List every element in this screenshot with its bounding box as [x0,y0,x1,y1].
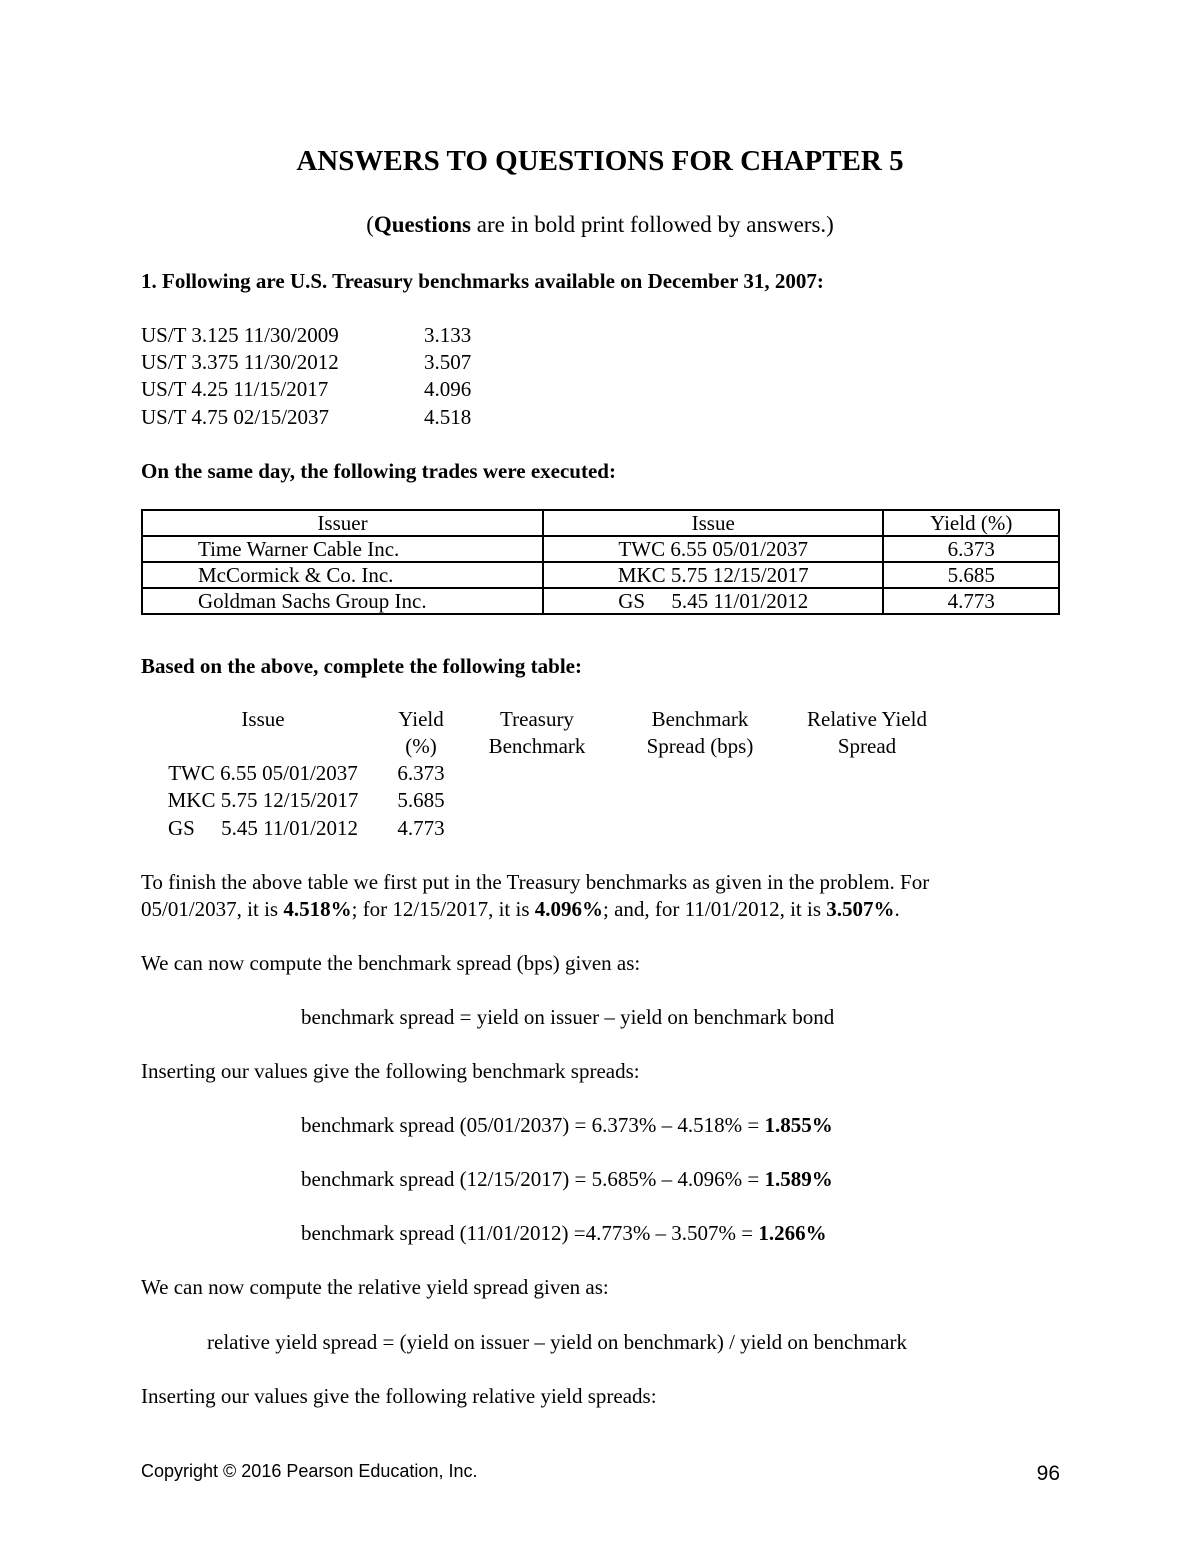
col-header-treasury: Treasury [500,707,574,731]
cell-issuer: Time Warner Cable Inc. [142,536,543,562]
footer-copyright: Copyright © 2016 Pearson Education, Inc. [141,1461,478,1481]
page-number: 96 [1036,1462,1060,1485]
benchmark-issue: US/T 3.125 11/30/2009 [141,323,339,347]
subtitle-bold: Questions [373,212,471,237]
cell-issue: MKC 5.75 12/15/2017 [543,562,883,588]
paragraph: We can now compute the relative yield spread given as: [141,1275,609,1299]
header-issuer: Issuer [142,510,543,536]
page-title: ANSWERS TO QUESTIONS FOR CHAPTER 5 [296,145,904,177]
cell-issuer: McCormick & Co. Inc. [142,562,543,588]
col-header-treasury-2: Benchmark [488,734,586,758]
cell-yield: 4.773 [883,588,1059,614]
benchmark-yield: 3.507 [424,350,472,374]
subtitle-open: ( [366,212,374,237]
calc-result: 1.266% [758,1221,827,1245]
col-header-benchmark-spread: Benchmark [651,707,749,731]
col-header-relative-yield-2: Spread [837,734,897,758]
subtitle [0,210,1200,240]
spread-calculation [301,1220,827,1247]
subtitle-rest: are in bold print followed by answers.) [471,212,834,237]
header-issue: Issue [543,510,883,536]
row-issue: MKC 5.75 12/15/2017 [167,788,359,812]
col-header-yield-unit: (%) [405,734,437,758]
row-yield: 6.373 [397,761,445,785]
calc-text: benchmark spread (12/15/2017) = 5.685% – 4.096% = [301,1167,765,1191]
benchmark-yield: 4.096 [424,377,472,401]
row-issue: GS 5.45 11/01/2012 [168,816,358,840]
text-run: ; and, for 11/01/2012, it is [603,897,827,921]
row-issue: TWC 6.55 05/01/2037 [168,761,358,785]
paragraph-line: To finish the above table we first put in the Treasury benchmarks as given in the problem. For [141,870,930,894]
paragraph: We can now compute the benchmark spread (bps) given as: [141,951,641,975]
question-1: 1. Following are U.S. Treasury benchmarks available on December 31, 2007: [141,269,824,293]
formula-benchmark-spread: benchmark spread = yield on issuer – yield on benchmark bond [301,1005,835,1029]
col-header-yield: Yield [398,707,444,731]
cell-issuer: Goldman Sachs Group Inc. [142,588,543,614]
spread-calculation [301,1112,833,1139]
benchmark-yield: 3.133 [424,323,472,347]
calc-text: benchmark spread (11/01/2012) =4.773% – 3.507% = [301,1221,759,1245]
text-run: 05/01/2037, it is [141,897,284,921]
benchmark-issue: US/T 4.25 11/15/2017 [141,377,329,401]
cell-issue: GS 5.45 11/01/2012 [543,588,883,614]
paragraph: Inserting our values give the following relative yield spreads: [141,1384,657,1408]
col-header-relative-yield: Relative Yield [807,707,927,731]
spread-calculation [301,1166,833,1193]
row-yield: 5.685 [397,788,445,812]
trades-table [141,509,1060,615]
calc-result: 1.589% [764,1167,833,1191]
benchmark-yield: 4.518 [424,405,472,429]
text-run: ; for 12/15/2017, it is [351,897,535,921]
bold-value: 4.518% [283,897,352,921]
table-row [142,588,1059,614]
text-run: . [894,897,900,921]
table-row [142,562,1059,588]
col-header-benchmark-spread-2: Spread (bps) [646,734,754,758]
calc-text: benchmark spread (05/01/2037) = 6.373% – 4.518% = [301,1113,765,1137]
cell-yield: 6.373 [883,536,1059,562]
col-header-issue: Issue [241,707,285,731]
benchmark-issue: US/T 3.375 11/30/2012 [141,350,339,374]
row-yield: 4.773 [397,816,445,840]
header-yield: Yield (%) [883,510,1059,536]
trades-heading: On the same day, the following trades were executed: [141,459,616,483]
bold-value: 4.096% [534,897,604,921]
table-header-row [142,510,1059,536]
table-row [142,536,1059,562]
complete-heading: Based on the above, complete the following table: [141,654,582,678]
bold-value: 3.507% [826,897,895,921]
calc-result: 1.855% [764,1113,833,1137]
paragraph-line [141,896,900,923]
cell-issue: TWC 6.55 05/01/2037 [543,536,883,562]
paragraph: Inserting our values give the following benchmark spreads: [141,1059,640,1083]
cell-yield: 5.685 [883,562,1059,588]
formula-relative-yield-spread: relative yield spread = (yield on issuer – yield on benchmark) / yield on benchmark [207,1330,907,1354]
benchmark-issue: US/T 4.75 02/15/2037 [141,405,330,429]
